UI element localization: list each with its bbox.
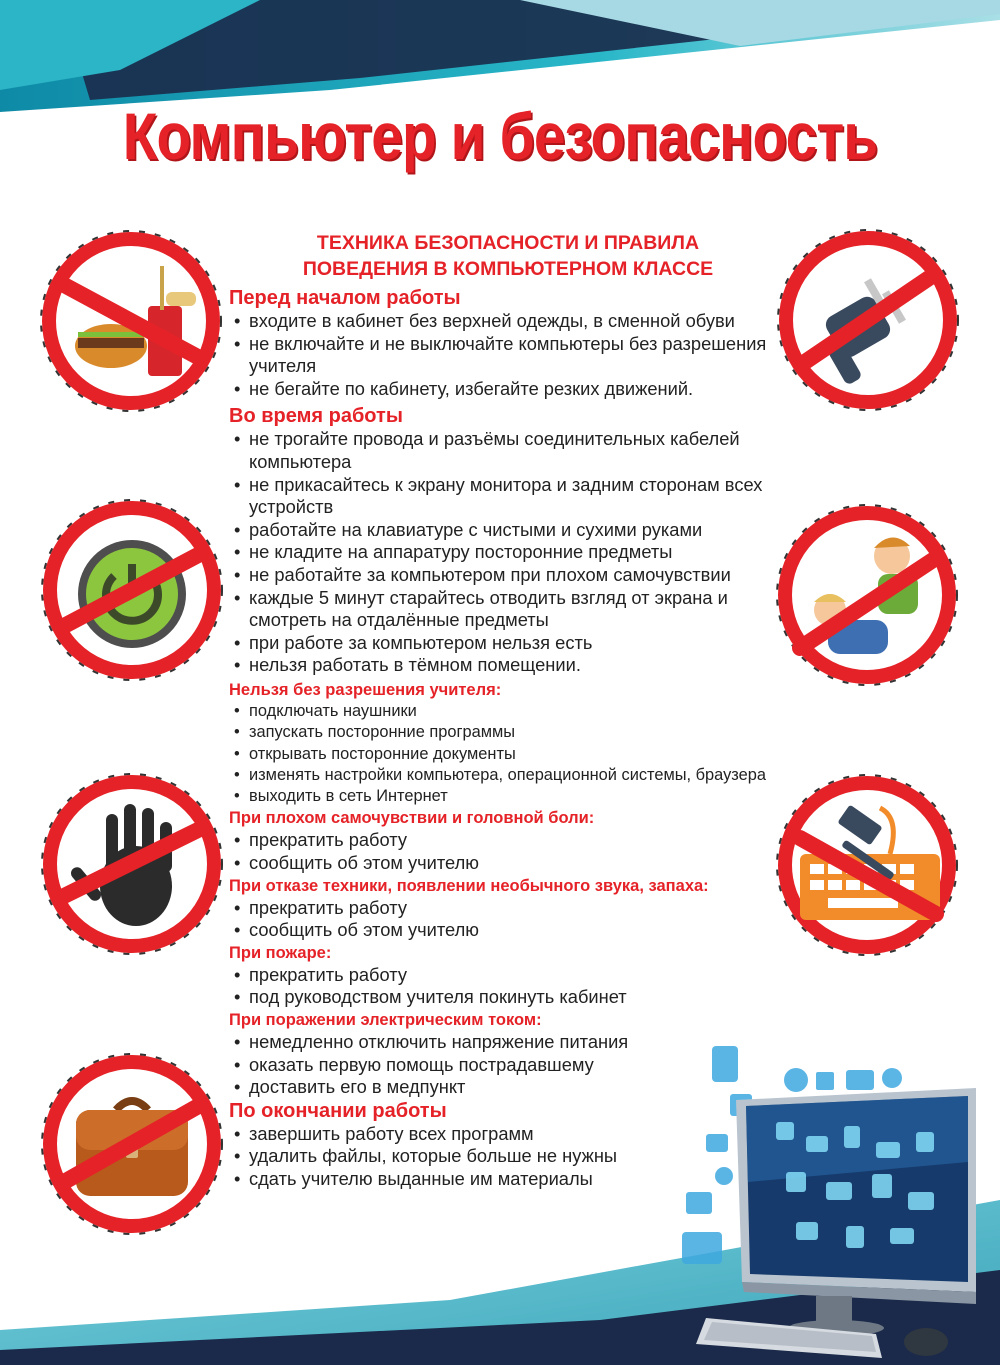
subtitle xyxy=(228,230,788,282)
bullet-icon: • xyxy=(234,744,240,763)
list-item-text: изменять настройки компьютера, операционной системы, браузера xyxy=(249,765,766,784)
food-ban-icon xyxy=(36,226,226,416)
bullet-icon: • xyxy=(234,896,241,918)
list-item-text: не бегайте по кабинету, избегайте резких движений. xyxy=(249,377,694,399)
bullet-icon: • xyxy=(234,377,241,399)
list-item xyxy=(229,333,789,378)
subtitle-line-2: ПОВЕДЕНИЯ В КОМПЬЮТЕРНОМ КЛАССЕ xyxy=(302,258,714,280)
section-heading-during: Во время работы xyxy=(229,405,403,428)
list-item xyxy=(229,986,789,1009)
list-item xyxy=(229,1031,789,1054)
bullet-icon: • xyxy=(234,518,241,540)
bullet-icon: • xyxy=(234,1167,241,1189)
list-item-text: подключать наушники xyxy=(249,701,417,720)
list-item xyxy=(229,310,789,333)
list-item-text: запускать посторонние программы xyxy=(249,723,516,742)
list-shock xyxy=(229,1031,789,1099)
bullet-icon: • xyxy=(234,986,241,1008)
bullet-icon: • xyxy=(234,701,240,720)
list-before xyxy=(229,310,789,400)
bullet-icon: • xyxy=(234,428,241,450)
bullet-icon: • xyxy=(234,1076,241,1098)
rules-content xyxy=(229,286,789,1191)
list-item xyxy=(229,519,789,542)
list-item xyxy=(229,474,789,519)
section-heading-fire: При пожаре: xyxy=(229,943,332,962)
list-item-text: выходить в сеть Интернет xyxy=(249,787,448,806)
list-item xyxy=(229,1076,789,1099)
list-unwell xyxy=(229,829,789,874)
list-item-text: немедленно отключить напряжение питания xyxy=(249,1030,629,1052)
list-item xyxy=(229,722,789,743)
list-item xyxy=(229,964,789,987)
list-failure xyxy=(229,897,789,942)
list-item xyxy=(229,701,789,722)
list-item-text: оказать первую помощь пострадавшему xyxy=(249,1053,594,1075)
bullet-icon: • xyxy=(234,654,241,676)
bullet-icon: • xyxy=(234,541,241,563)
list-item xyxy=(229,632,789,655)
hammer-keyboard-ban-icon xyxy=(770,768,964,962)
bullet-icon: • xyxy=(234,310,241,331)
bullet-icon: • xyxy=(234,1122,241,1144)
bullet-icon: • xyxy=(234,787,240,806)
list-item xyxy=(229,1145,789,1168)
list-fire xyxy=(229,964,789,1009)
list-item-text: входите в кабинет без верхней одежды, в сменной обуви xyxy=(249,310,735,331)
list-item-text: не работайте за компьютером при плохом самочувствии xyxy=(249,563,731,585)
page-title: Компьютер и безопасность xyxy=(122,99,878,173)
list-item xyxy=(229,428,789,473)
list-item-text: при работе за компьютером нельзя есть xyxy=(249,631,593,653)
list-item-text: доставить его в медпункт xyxy=(249,1076,466,1098)
list-item-text: под руководством учителя покинуть кабинет xyxy=(249,986,627,1008)
list-item-text: работайте на клавиатуре с чистыми и сухими руками xyxy=(249,518,703,540)
plug-ban-icon xyxy=(772,224,964,416)
list-item xyxy=(229,852,789,875)
list-item-text: каждые 5 минут старайтесь отводить взгляд от экрана и смотреть на отдалённые предметы xyxy=(249,586,728,631)
list-item-text: нельзя работать в тёмном помещении. xyxy=(249,654,581,676)
list-forbidden xyxy=(229,701,789,807)
section-heading-shock: При поражении электрическим током: xyxy=(229,1010,542,1029)
bullet-icon: • xyxy=(234,851,241,873)
bullet-icon: • xyxy=(234,1145,241,1167)
list-item-text: не трогайте провода и разъёмы соединительных кабелей компьютера xyxy=(249,428,740,472)
list-item xyxy=(229,541,789,564)
list-item-text: сообщить об этом учителю xyxy=(249,851,479,873)
bullet-icon: • xyxy=(234,963,241,985)
list-item-text: не кладите на аппаратуру посторонние предметы xyxy=(249,541,673,563)
list-item-text: не прикасайтесь к экрану монитора и задним сторонам всех устройств xyxy=(249,473,763,518)
list-item xyxy=(229,654,789,677)
bag-ban-icon xyxy=(36,1048,228,1240)
subtitle-line-1: ТЕХНИКА БЕЗОПАСНОСТИ И ПРАВИЛА xyxy=(316,232,700,254)
list-item xyxy=(229,1123,789,1146)
bullet-icon: • xyxy=(234,765,240,784)
bullet-icon: • xyxy=(234,332,241,354)
list-item-text: сдать учителю выданные им материалы xyxy=(249,1167,593,1189)
bullet-icon: • xyxy=(234,1030,241,1052)
power-button-ban-icon xyxy=(36,494,228,686)
fighting-kids-ban-icon xyxy=(770,498,964,692)
bullet-icon: • xyxy=(234,473,241,495)
section-heading-unwell: При плохом самочувствии и головной боли: xyxy=(229,809,595,828)
section-heading-after: По окончании работы xyxy=(229,1099,447,1122)
bullet-icon: • xyxy=(234,723,240,742)
section-heading-before: Перед началом работы xyxy=(229,287,461,309)
list-item-text: прекратить работу xyxy=(249,896,408,918)
list-item xyxy=(229,1168,789,1191)
list-item xyxy=(229,378,789,401)
list-item-text: сообщить об этом учителю xyxy=(249,919,479,941)
list-item xyxy=(229,829,789,852)
list-item-text: удалить файлы, которые больше не нужны xyxy=(249,1145,618,1167)
list-item xyxy=(229,765,789,786)
list-item-text: не включайте и не выключайте компьютеры без разрешения учителя xyxy=(249,332,767,377)
list-item xyxy=(229,786,789,807)
list-item-text: открывать посторонние документы xyxy=(249,744,516,763)
list-item xyxy=(229,919,789,942)
list-item xyxy=(229,587,789,632)
list-after xyxy=(229,1123,789,1191)
bullet-icon: • xyxy=(234,586,241,608)
list-item xyxy=(229,564,789,587)
list-during xyxy=(229,428,789,677)
bullet-icon: • xyxy=(234,1053,241,1075)
section-heading-failure: При отказе техники, появлении необычного звука, запаха: xyxy=(229,876,709,895)
list-item xyxy=(229,897,789,920)
section-heading-forbidden: Нельзя без разрешения учителя: xyxy=(229,680,502,699)
list-item-text: прекратить работу xyxy=(249,963,408,985)
bullet-icon: • xyxy=(234,829,241,851)
handprint-ban-icon xyxy=(36,768,228,960)
list-item xyxy=(229,1054,789,1077)
list-item-text: прекратить работу xyxy=(249,829,408,851)
list-item-text: завершить работу всех программ xyxy=(249,1122,534,1144)
bullet-icon: • xyxy=(234,631,241,653)
list-item xyxy=(229,744,789,765)
bullet-icon: • xyxy=(234,919,241,941)
bullet-icon: • xyxy=(234,563,241,585)
